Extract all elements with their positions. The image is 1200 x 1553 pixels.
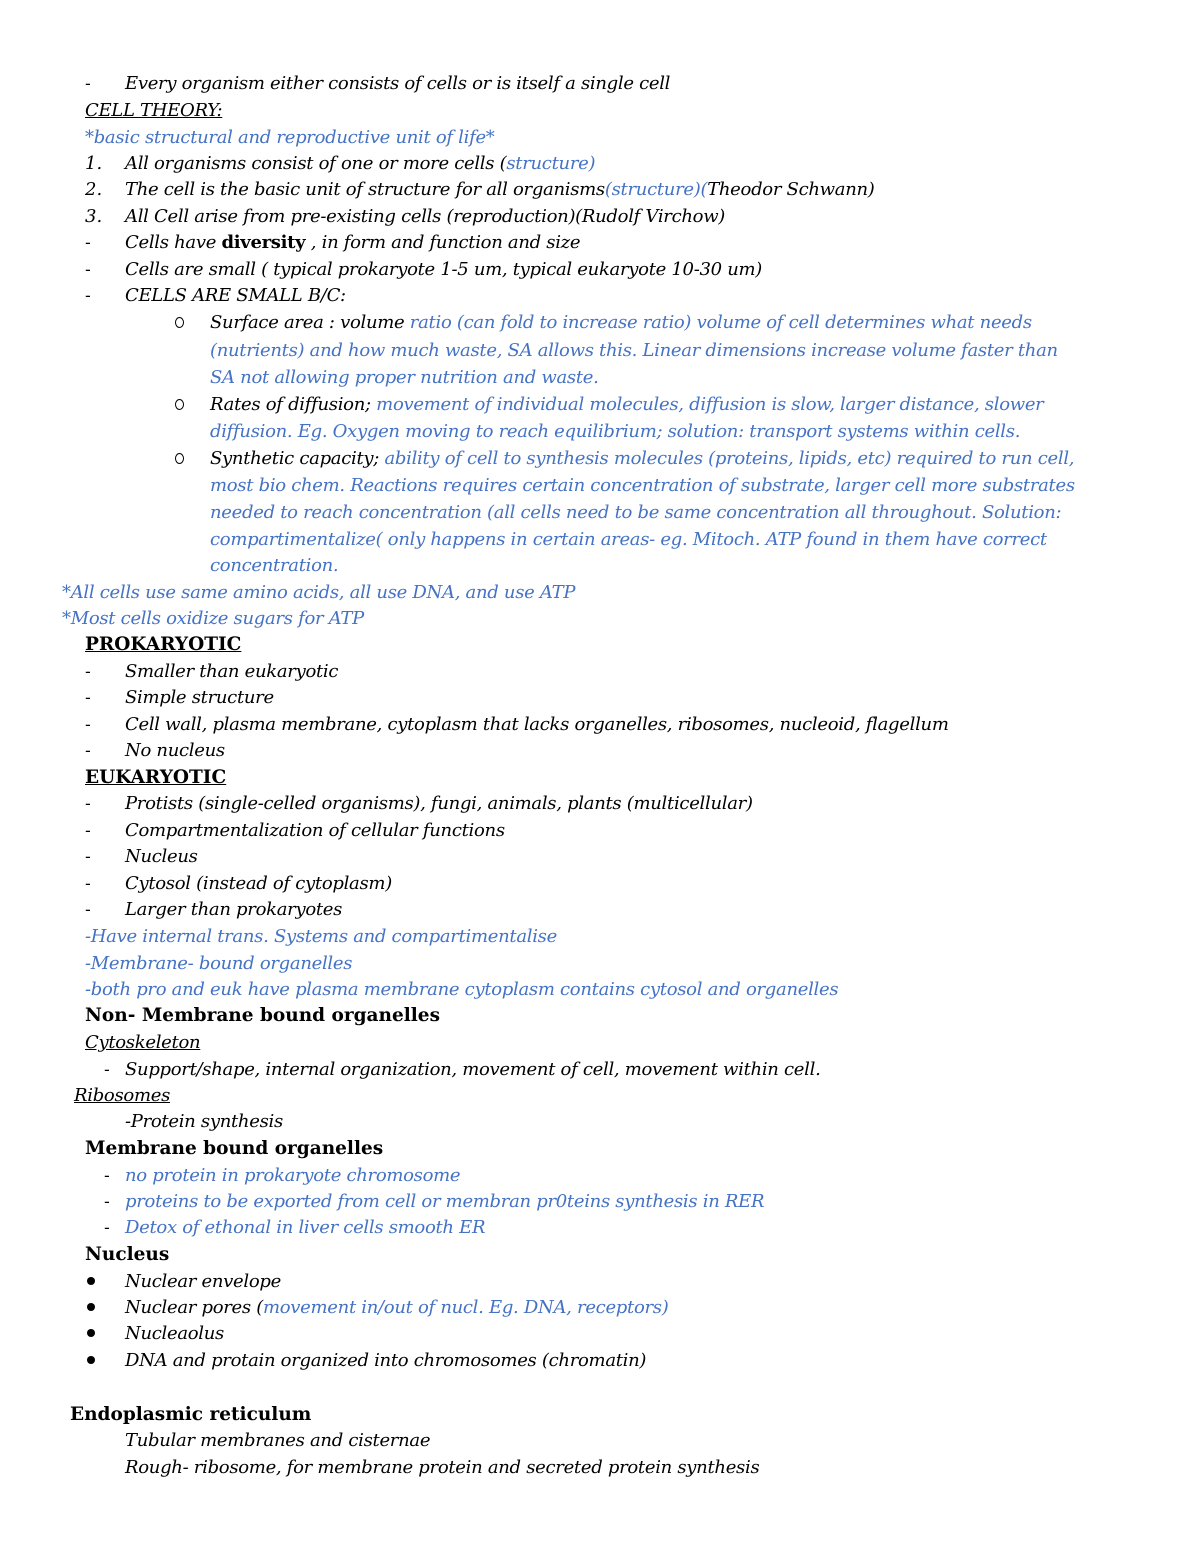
list-number-3: 3.	[85, 206, 103, 227]
bullet-dash: -	[85, 260, 91, 279]
synthetic-line-2: most bio chem. Reactions requires certain concentration of substrate, larger cell more substrates	[210, 475, 1075, 496]
round-bullet-icon	[87, 1329, 95, 1337]
membrane-bound-item: no protein in prokaryote chromosome	[125, 1165, 461, 1186]
point-1-blue: structure)	[506, 153, 596, 174]
diffusion-line-1	[210, 393, 1044, 417]
eukaryotic-note: -both pro and euk have plasma membrane cytoplasm contains cytosol and organelles	[85, 979, 839, 1000]
bullet-dash: -	[85, 286, 91, 305]
round-bullet-icon	[87, 1277, 95, 1285]
nucleus-heading: Nucleus	[85, 1244, 170, 1265]
eukaryotic-item: Nucleus	[125, 846, 198, 867]
prokaryotic-item: No nucleus	[125, 740, 225, 761]
circle-bullet-icon	[175, 317, 184, 328]
bullet-dash: -	[104, 1166, 110, 1185]
point-2-blue: (structure)(	[604, 179, 708, 200]
surface-area-text-1: ratio (can fold to increase ratio) volume of cell determines what needs	[404, 312, 1032, 333]
diversity-post: , in form and function and size	[305, 232, 581, 253]
note-amino: *All cells use same amino acids, all use DNA, and use ATP	[62, 582, 576, 603]
nucleus-item	[125, 1296, 668, 1320]
cell-theory-point-1	[125, 152, 595, 176]
bullet-dash: -	[85, 874, 91, 893]
cell-theory-point-3: All Cell arise from pre-existing cells (reproduction)(Rudolf Virchow)	[125, 206, 726, 227]
cell-theory-point-2	[125, 178, 875, 202]
note-sugars: *Most cells oxidize sugars for ATP	[62, 608, 364, 629]
surface-area-line-3: SA not allowing proper nutrition and waste.	[210, 367, 599, 388]
prokaryotic-heading: PROKARYOTIC	[85, 634, 242, 655]
membrane-bound-heading: Membrane bound organelles	[85, 1138, 384, 1159]
surface-area-line-2: (nutrients) and how much waste, SA allows this. Linear dimensions increase volume faster than	[210, 340, 1058, 361]
bullet-dash: -	[85, 662, 91, 681]
eukaryotic-item: Cytosol (instead of cytoplasm)	[125, 873, 392, 894]
list-number-2: 2.	[85, 179, 103, 200]
nuclear-pores-blue: movement in/out of nucl. Eg. DNA, receptors)	[263, 1297, 669, 1318]
synthetic-label: Synthetic capacity;	[210, 448, 380, 469]
list-number-1: 1.	[85, 153, 103, 174]
diversity-line	[125, 231, 580, 255]
bullet-dash: -	[85, 847, 91, 866]
membrane-bound-item: proteins to be exported from cell or membran pr0teins synthesis in RER	[125, 1191, 765, 1212]
circle-bullet-icon	[175, 399, 184, 410]
cytoskeleton-label: Cytoskeleton	[85, 1032, 201, 1053]
bullet-dash: -	[104, 1060, 110, 1079]
prokaryotic-item: Cell wall, plasma membrane, cytoplasm that lacks organelles, ribosomes, nucleoid, flagellum	[125, 714, 949, 735]
round-bullet-icon	[87, 1303, 95, 1311]
nucleus-item: DNA and protain organized into chromosomes (chromatin)	[125, 1350, 647, 1371]
diffusion-text-1: movement of individual molecules, diffusion is slow, larger distance, slower	[370, 394, 1044, 415]
cell-theory-note: *basic structural and reproductive unit of life*	[85, 127, 495, 148]
synthetic-line-5: concentration.	[210, 555, 339, 576]
point-1-text: All organisms consist of one or more cells (	[125, 153, 507, 174]
cells-small-line: Cells are small ( typical prokaryote 1-5 um, typical eukaryote 10-30 um)	[125, 259, 763, 280]
synthetic-text-1: ability of cell to synthesis molecules (proteins, lipids, etc) required to run cell,	[379, 448, 1075, 469]
prokaryotic-item: Simple structure	[125, 687, 274, 708]
surface-area-line-1	[210, 311, 1032, 335]
bullet-dash: -	[85, 741, 91, 760]
eukaryotic-note: -Have internal trans. Systems and compartimentalise	[85, 926, 557, 947]
eukaryotic-item: Larger than prokaryotes	[125, 899, 343, 920]
nuclear-pores-text: Nuclear pores (	[125, 1297, 263, 1318]
bullet-dash: -	[85, 900, 91, 919]
round-bullet-icon	[87, 1356, 95, 1364]
point-2-text: The cell is the basic unit of structure for all organisms	[125, 179, 605, 200]
bullet-dash: -	[85, 688, 91, 707]
cells-small-bc-line: CELLS ARE SMALL B/C:	[125, 285, 346, 306]
ribosomes-item: -Protein synthesis	[125, 1111, 283, 1132]
bullet-dash: -	[104, 1192, 110, 1211]
intro-line: Every organism either consists of cells or is itself a single cell	[125, 73, 671, 94]
eukaryotic-heading: EUKARYOTIC	[85, 767, 227, 788]
synthetic-line-4: compartimentalize( only happens in certain areas- eg. Mitoch. ATP found in them have correct	[210, 529, 1047, 550]
synthetic-line-1	[210, 447, 1074, 471]
bullet-dash: -	[85, 715, 91, 734]
membrane-bound-item: Detox of ethonal in liver cells smooth ER	[125, 1217, 486, 1238]
bullet-dash: -	[85, 794, 91, 813]
prokaryotic-item: Smaller than eukaryotic	[125, 661, 339, 682]
synthetic-line-3: needed to reach concentration (all cells need to be same concentration all throughout. Solution:	[210, 502, 1062, 523]
nucleus-item: Nucleaolus	[125, 1323, 224, 1344]
non-membrane-heading: Non- Membrane bound organelles	[85, 1005, 440, 1026]
eukaryotic-item: Compartmentalization of cellular functions	[125, 820, 505, 841]
ribosomes-label: Ribosomes	[74, 1085, 171, 1106]
surface-area-label: Surface area : volume	[210, 312, 405, 333]
diversity-bold: diversity	[221, 232, 306, 253]
diffusion-label: Rates of diffusion;	[210, 394, 371, 415]
nucleus-item: Nuclear envelope	[125, 1271, 281, 1292]
bullet-dash: -	[85, 74, 91, 93]
cytoskeleton-item: Support/shape, internal organization, movement of cell, movement within cell.	[125, 1059, 821, 1080]
er-heading: Endoplasmic reticulum	[70, 1404, 312, 1425]
bullet-dash: -	[85, 821, 91, 840]
eukaryotic-item: Protists (single-celled organisms), fungi, animals, plants (multicellular)	[125, 793, 753, 814]
circle-bullet-icon	[175, 453, 184, 464]
diffusion-line-2: diffusion. Eg. Oxygen moving to reach equilibrium; solution: transport systems within cells.	[210, 421, 1021, 442]
bullet-dash: -	[104, 1218, 110, 1237]
bullet-dash: -	[85, 233, 91, 252]
er-line: Rough- ribosome, for membrane protein and secreted protein synthesis	[125, 1457, 760, 1478]
cell-theory-heading: CELL THEORY:	[85, 100, 223, 121]
eukaryotic-note: -Membrane- bound organelles	[85, 953, 353, 974]
er-line: Tubular membranes and cisternae	[125, 1430, 431, 1451]
diversity-pre: Cells have	[125, 232, 222, 253]
point-2-tail: Theodor Schwann)	[707, 179, 875, 200]
